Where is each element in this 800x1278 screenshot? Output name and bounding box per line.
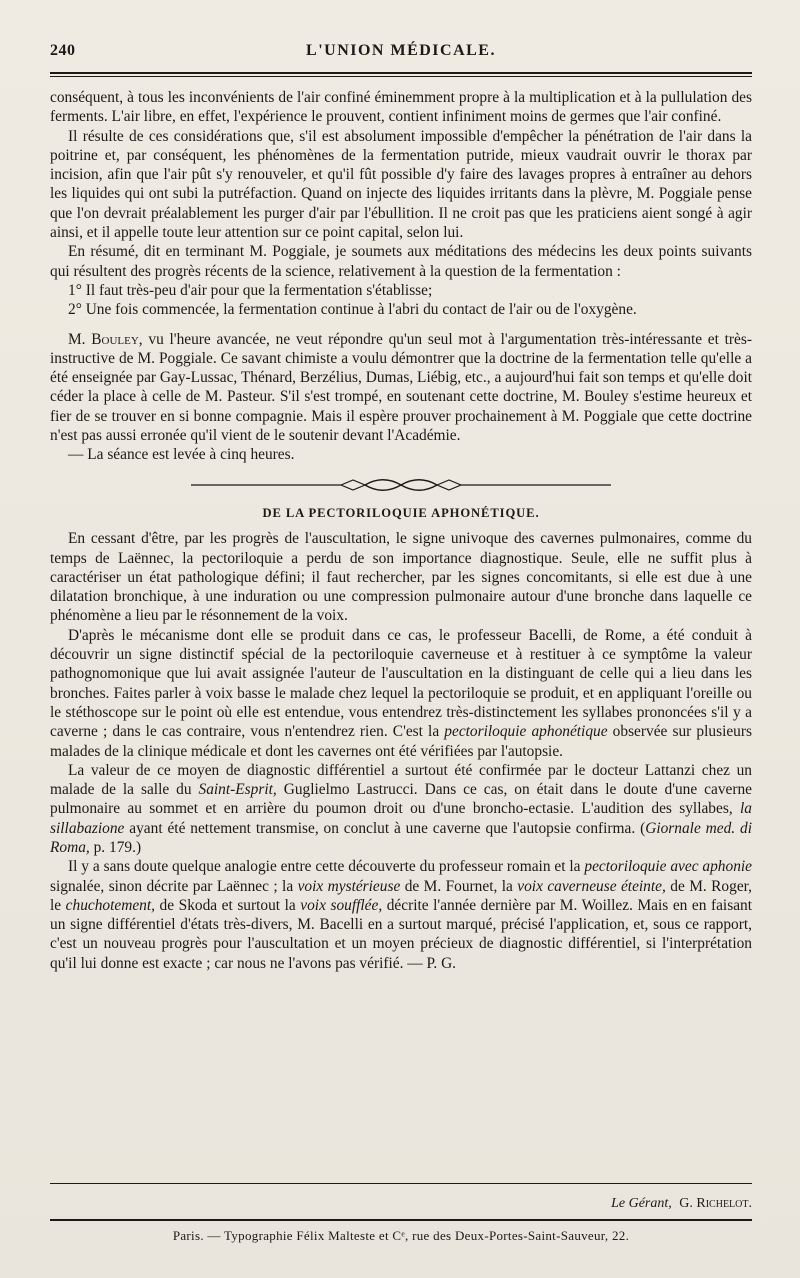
emphasis: pectoriloquie aphonétique [444, 723, 608, 741]
signature-name: G. Richelot. [679, 1196, 752, 1211]
emphasis: Saint-Esprit, [198, 781, 277, 799]
section-ornament [50, 477, 752, 498]
emphasis: pectoriloquie avec aphonie [584, 858, 752, 876]
paragraph: Il résulte de ces considérations que, s'il est absolument impossible d'empêcher la pénétration de l'air dans la poitrine et, par conséquent, les phénomènes de la fermentation putride, mieux vaudrait ouvrir le thorax par incision, afin que l'air pût s'y renouveler, et qu'il fût possible d'y faire des lavages propres à entraîner au dehors les liquides qui ont subi la putréfaction. Quand on injecte des liquides irritants dans la plèvre, M. Poggiale pense que l'on devrait préalablement les purger d'air par l'ébullition. Il ne croit pas que les praticiens aient songé à agir ainsi, et il appelle toute leur attention sur ce point capital, selon lui. [50, 127, 752, 242]
list-item: 2° Une fois commencée, la fermentation continue à l'abri du contact de l'air ou de l'oxygène. [68, 301, 637, 319]
paragraph: Il y a sans doute quelque analogie entre cette découverte du professeur romain et la pectoriloquie avec aphonie signalée, sinon décrite par Laënnec ; la voix mystérieuse de M. Fournet, la voix caverneuse éteinte, de M. Roger, le chuchotement, de Skoda et surtout la voix soufflée, décrite l'année dernière par M. Woillez. Mais en en faisant un signe différentiel d'états très-divers, M. Bacelli en a surtout marqué, précisé l'application, et, sous ce rapport, c'est un nouveau progrès pour l'auscultation et un moyen précieux de diagnostic différentiel, si l'interprétation qu'il lui donne est exacte ; car nous ne l'avons pas vérifié. — P. G. [50, 858, 752, 972]
footer-rule [50, 1183, 752, 1184]
journal-title: L'UNION MÉDICALE. [306, 42, 496, 59]
article-body [50, 88, 752, 973]
section-title: DE LA PECTORILOQUIE APHONÉTIQUE. [262, 505, 540, 520]
paragraph: conséquent, à tous les inconvénients de l'air confiné éminemment propre à la multiplication et à la pullulation des ferments. L'air libre, en effet, l'expérience le prouvent, contient infiniment moins de germes que l'air confiné. [50, 89, 752, 126]
paragraph: D'après le mécanisme dont elle se produit dans ce cas, le professeur Bacelli, de Rome, a été conduit à découvrir un signe distinctif spécial de la pectoriloquie caverneuse et à restituer à ce symptôme la valeur pathognomonique que lui avait assignée l'auteur de l'auscultation en la distinguant de celle qui a lieu dans les bronches. Faites parler à voix basse le malade chez lequel la pectoriloquie se produit, et en appliquant l'oreille ou le stéthoscope sur le point où elle est entendue, vous entendrez très-distinctement les syllabes prononcées s'il y a caverne ; dans le cas contraire, vous n'entendrez rien. C'est la pectoriloquie aphonétique observée sur plusieurs malades de la clinique médicale et dont les cavernes ont été vérifiées par l'autopsie. [50, 626, 752, 760]
emphasis: voix caverneuse éteinte, [517, 877, 666, 895]
printer-imprint: Paris. — Typographie Félix Malteste et Cᵉ, rue des Deux-Portes-Saint-Sauveur, 22. [172, 1228, 630, 1243]
speaker-name: M. Bouley, [68, 330, 143, 348]
header-rule-thin [50, 76, 752, 77]
header-rule [50, 72, 752, 74]
signature-label: Le Gérant, [611, 1196, 672, 1211]
footer-rule-thick [50, 1219, 752, 1221]
list-item: 1° Il faut très-peu d'air pour que la fermentation s'établisse; [68, 281, 433, 299]
citation: Giornale med. di Roma, [50, 819, 752, 856]
paragraph: — La séance est levée à cinq heures. [68, 446, 295, 464]
emphasis: voix soufflée, [300, 896, 383, 914]
emphasis: voix mystérieuse [297, 877, 401, 895]
emphasis: chuchotement, [65, 896, 155, 914]
page-header [50, 0, 752, 64]
spacer [50, 320, 752, 330]
paragraph: M. Bouley, vu l'heure avancée, ne veut répondre qu'un seul mot à l'argumentation très-intéressante et très-instructive de M. Poggiale. Ce savant chimiste a voulu démontrer que la doctrine de la fermentation telle qu'elle a été enseignée par Gay-Lussac, Thénard, Berzélius, Dumas, Liébig, etc., a aujourd'hui fait son temps et qu'elle doit céder la place à celle de M. Pasteur. S'il s'est trompé, en soutenant cette doctrine, M. Bouley s'estime heureux et fier de se trouver en si bonne compagnie. Mais il espère prouver prochainement à M. Poggiale que cette doctrine n'est pas aussi erronée qu'il vient de le soutenir devant l'Académie. [50, 330, 752, 445]
emphasis: la sillabazione [50, 800, 752, 837]
paragraph: La valeur de ce moyen de diagnostic différentiel a surtout été confirmée par le docteur Lattanzi chez un malade de la salle du Saint-Esprit, Guglielmo Lastrucci. Dans ce cas, on était dans le doute d'une caverne pulmonaire au sommet et en arrière du poumon droit ou d'une broncho-ectasie. L'audition des syllabes, la sillabazione ayant été nettement transmise, on conclut à une caverne que l'autopsie confirma. (Giornale med. di Roma, p. 179.) [50, 761, 752, 856]
signature [611, 1196, 752, 1212]
ornament-divider-icon [191, 477, 611, 493]
paragraph: En cessant d'être, par les progrès de l'auscultation, le signe univoque des cavernes pulmonaires, comme du temps de Laënnec, la pectoriloquie a perdu de son importance diagnostique. Seule, elle ne suffit plus à caractériser un état pathologique défini; il faut rechercher, par les signes concomitants, si elle est due à une dilatation bronchique, à une induration ou une compression pulmonaire autour d'une bronche dans laquelle ce phénomène a lieu par le résonnement de la voix. [50, 530, 752, 625]
page-number: 240 [50, 42, 76, 59]
paragraph: En résumé, dit en terminant M. Poggiale, je soumets aux méditations des médecins les deux points suivants qui résultent des progrès récents de la science, relativement à la question de la fermentation : [50, 243, 752, 280]
